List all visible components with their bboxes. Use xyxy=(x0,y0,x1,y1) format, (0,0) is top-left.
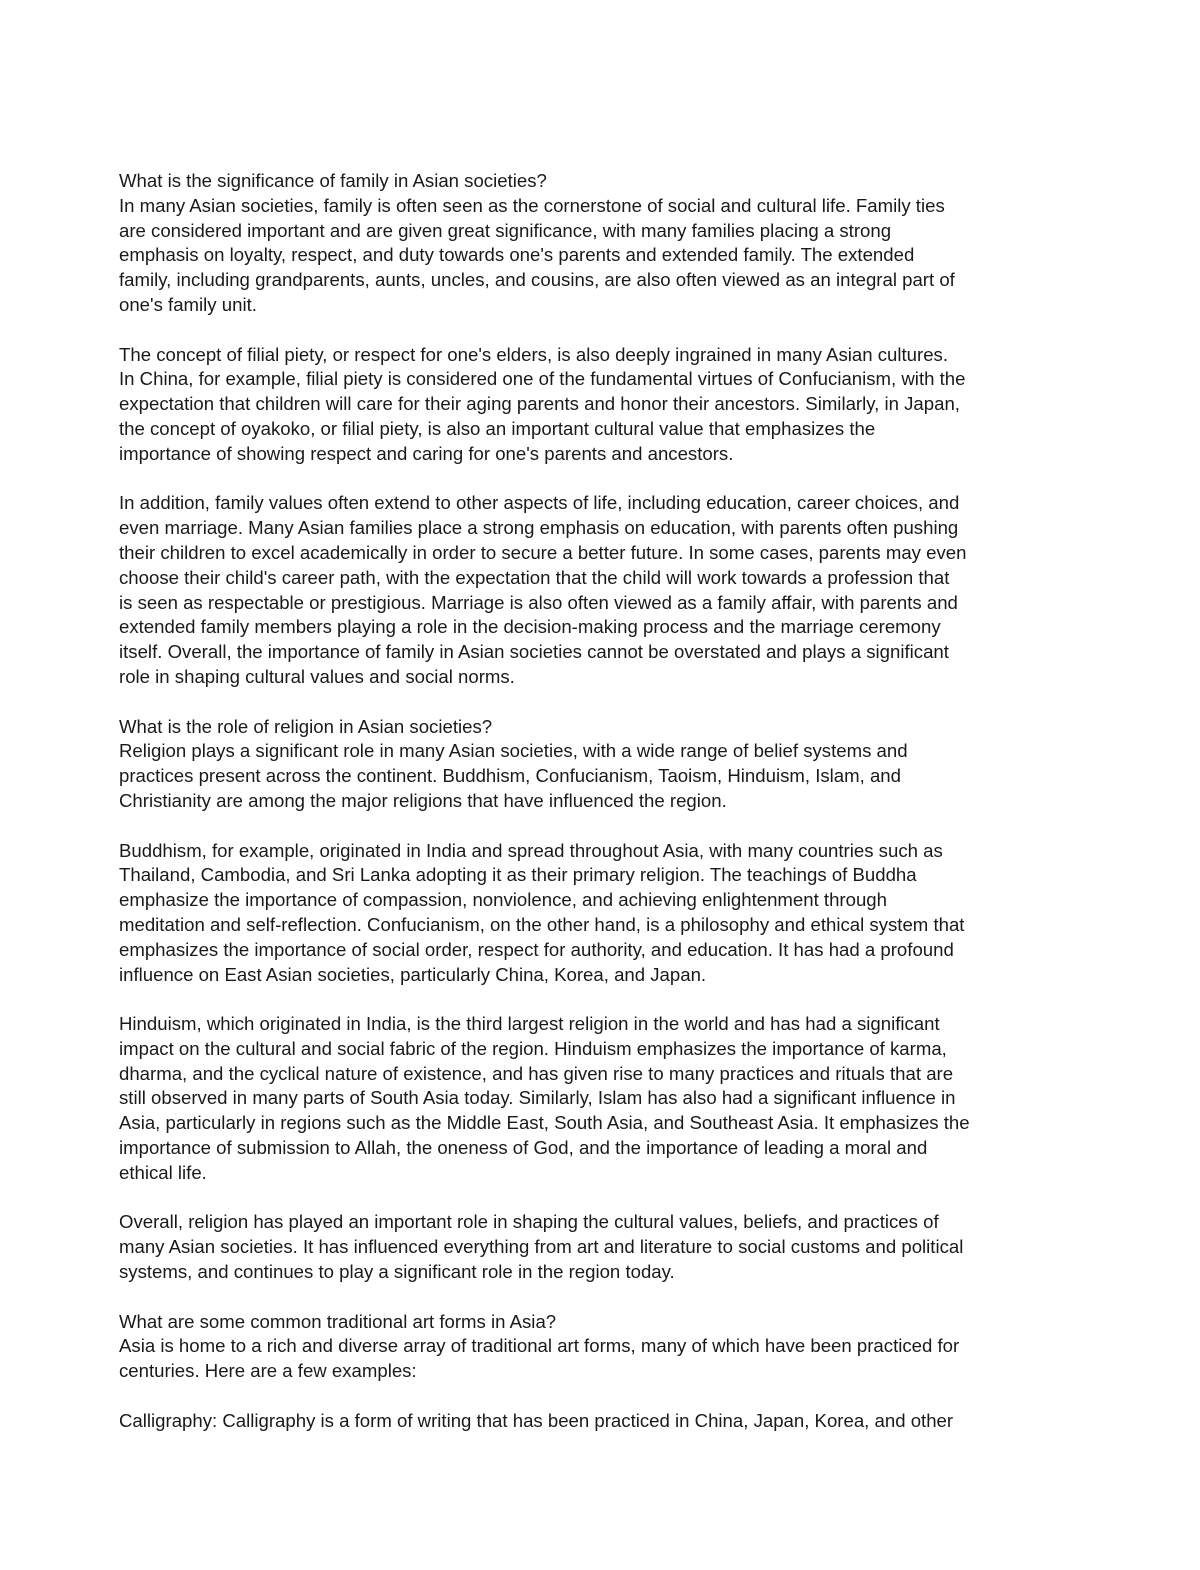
paragraph-family-values: In addition, family values often extend to other aspects of life, including education, career choices, and even marriage. Many Asian families place a strong emphasis on education, with parents often pushing their children to excel academically in order to secure a better future. In some cases, parents may even choose their child's career path, with the expectation that the child will work towards a profession that is seen as respectable or prestigious. Marriage is also often viewed as a family affair, with parents and extended family members playing a role in the decision-making process and the marriage ceremony itself. Overall, the importance of family in Asian societies cannot be overstated and plays a significant role in shaping cultural values and social norms. xyxy=(119,492,967,687)
paragraph-spacer xyxy=(119,690,1081,715)
paragraph-spacer xyxy=(119,1285,1081,1310)
paragraph-hinduism: Hinduism, which originated in India, is the third largest religion in the world and has had a significant impact on the cultural and social fabric of the region. Hinduism emphasizes the importance of karma, dharma, and the cyclical nature of existence, and has given rise to many practices and rituals that are still observed in many parts of South Asia today. Similarly, Islam has also had a significant influence in Asia, particularly in regions such as the Middle East, South Asia, and Southeast Asia. It emphasizes the importance of submission to Allah, the oneness of God, and the importance of leading a moral and ethical life. xyxy=(119,1013,970,1183)
paragraph-buddhism: Buddhism, for example, originated in India and spread throughout Asia, with many countries such as Thailand, Cambodia, and Sri Lanka adopting it as their primary religion. The teachings of Buddha emphasize the importance of compassion, nonviolence, and achieving enlightenment through meditation and self-reflection. Confucianism, on the other hand, is a philosophy and ethical system that emphasizes the importance of social order, respect for authority, and education. It has had a profound influence on East Asian societies, particularly China, Korea, and Japan. xyxy=(119,839,965,985)
paragraph-spacer xyxy=(119,1384,1081,1409)
document-body xyxy=(119,169,1081,1434)
paragraph-spacer xyxy=(119,987,1081,1012)
paragraph-filial-piety: The concept of filial piety, or respect for one's elders, is also deeply ingrained in many Asian cultures. In China, for example, filial piety is considered one of the fundamental virtues of Confucianism, with the expectation that children will care for their aging parents and honor their ancestors. Similarly, in Japan, the concept of oyakoko, or filial piety, is also an important cultural value that emphasizes the importance of showing respect and caring for one's parents and ancestors. xyxy=(119,343,966,464)
paragraph-art-intro: What are some common traditional art forms in Asia? Asia is home to a rich and diverse array of traditional art forms, many of which have been practiced for centuries. Here are a few examples: xyxy=(119,1310,960,1382)
paragraph-spacer xyxy=(119,467,1081,492)
paragraph-spacer xyxy=(119,814,1081,839)
paragraph-spacer xyxy=(119,1186,1081,1211)
paragraph-spacer xyxy=(119,318,1081,343)
paragraph-family-intro: What is the significance of family in Asian societies? In many Asian societies, family is often seen as the cornerstone of social and cultural life. Family ties are considered important and are given great significance, with many families placing a strong emphasis on loyalty, respect, and duty towards one's parents and extended family. The extended family, including grandparents, aunts, uncles, and cousins, are also often viewed as an integral part of one's family unit. xyxy=(119,170,955,315)
paragraph-religion-intro: What is the role of religion in Asian societies? Religion plays a significant role in many Asian societies, with a wide range of belief systems and practices present across the continent. Buddhism, Confucianism, Taoism, Hinduism, Islam, and Christianity are among the major religions that have influenced the region. xyxy=(119,715,908,811)
paragraph-religion-overall: Overall, religion has played an important role in shaping the cultural values, beliefs, and practices of many Asian societies. It has influenced everything from art and literature to social customs and political systems, and continues to play a significant role in the region today. xyxy=(119,1211,964,1283)
paragraph-calligraphy: Calligraphy: Calligraphy is a form of writing that has been practiced in China, Japan, Korea, and other xyxy=(119,1409,954,1431)
